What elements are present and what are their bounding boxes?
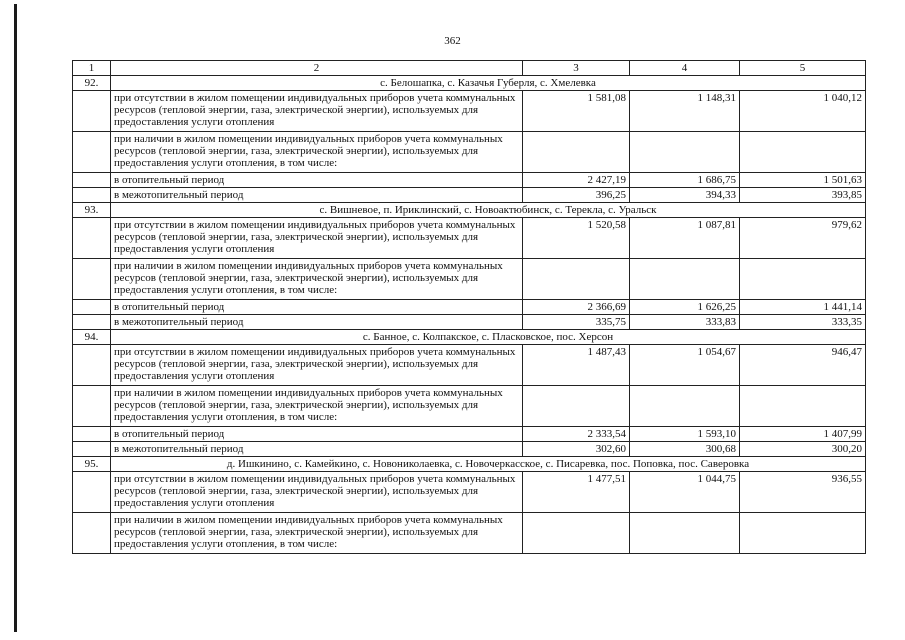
- value-cell-v3: 302,60: [523, 442, 630, 457]
- value-cell-v3: [523, 259, 630, 300]
- value-cell-v3: [523, 386, 630, 427]
- value-cell-v5: [740, 132, 866, 173]
- value-cell-v4: [630, 386, 740, 427]
- table-row: [73, 472, 866, 513]
- row-label: в межотопительный период: [111, 188, 523, 203]
- table-row: [73, 132, 866, 173]
- value-cell-v5: 1 501,63: [740, 173, 866, 188]
- table-row: [73, 427, 866, 442]
- value-cell-v4: 1 686,75: [630, 173, 740, 188]
- value-cell-v4: 1 593,10: [630, 427, 740, 442]
- row-label: при наличии в жилом помещении индивидуальных приборов учета коммунальных ресурсов (тепловой энергии, газа, электрической энергии), используемых для предоставления услуги отопления, в том числе:: [111, 513, 523, 554]
- value-cell-v3: 396,25: [523, 188, 630, 203]
- value-cell-v4: 1 054,67: [630, 345, 740, 386]
- empty-cell: [73, 259, 111, 300]
- value-cell-v4: 1 087,81: [630, 218, 740, 259]
- row-label: в межотопительный период: [111, 315, 523, 330]
- table-row: [73, 300, 866, 315]
- empty-cell: [73, 91, 111, 132]
- row-label: в отопительный период: [111, 173, 523, 188]
- settlement-list: д. Ишкинино, с. Камейкино, с. Новониколаевка, с. Новочеркасское, с. Писаревка, пос. Поповка, пос. Саверовка: [111, 457, 866, 472]
- value-cell-v5: 946,47: [740, 345, 866, 386]
- empty-cell: [73, 218, 111, 259]
- table-row: [73, 386, 866, 427]
- settlement-list: с. Белошапка, с. Казачья Губерля, с. Хмелевка: [111, 76, 866, 91]
- table-row: [73, 259, 866, 300]
- value-cell-v4: 1 626,25: [630, 300, 740, 315]
- value-cell-v3: 2 333,54: [523, 427, 630, 442]
- row-label: при наличии в жилом помещении индивидуальных приборов учета коммунальных ресурсов (тепловой энергии, газа, электрической энергии), используемых для предоставления услуги отопления, в том числе:: [111, 259, 523, 300]
- row-label: при отсутствии в жилом помещении индивидуальных приборов учета коммунальных ресурсов (тепловой энергии, газа, электрической энергии), используемых для предоставления услуги отопления: [111, 472, 523, 513]
- value-cell-v3: 1 581,08: [523, 91, 630, 132]
- value-cell-v5: 300,20: [740, 442, 866, 457]
- empty-cell: [73, 513, 111, 554]
- value-cell-v4: [630, 132, 740, 173]
- value-cell-v4: [630, 259, 740, 300]
- table-row: [73, 91, 866, 132]
- scan-edge-line: [14, 4, 17, 632]
- row-number: 93.: [73, 203, 111, 218]
- section-row: [73, 330, 866, 345]
- value-cell-v3: 1 477,51: [523, 472, 630, 513]
- value-cell-v5: 936,55: [740, 472, 866, 513]
- row-label: при отсутствии в жилом помещении индивидуальных приборов учета коммунальных ресурсов (тепловой энергии, газа, электрической энергии), используемых для предоставления услуги отопления: [111, 345, 523, 386]
- page-number: 362: [444, 35, 461, 47]
- value-cell-v5: 1 407,99: [740, 427, 866, 442]
- empty-cell: [73, 442, 111, 457]
- value-cell-v5: 333,35: [740, 315, 866, 330]
- value-cell-v3: [523, 132, 630, 173]
- empty-cell: [73, 345, 111, 386]
- empty-cell: [73, 300, 111, 315]
- value-cell-v5: 1 040,12: [740, 91, 866, 132]
- column-header: 1: [73, 61, 111, 76]
- value-cell-v4: 300,68: [630, 442, 740, 457]
- row-label: в отопительный период: [111, 300, 523, 315]
- section-row: [73, 76, 866, 91]
- value-cell-v5: 393,85: [740, 188, 866, 203]
- column-header: 3: [523, 61, 630, 76]
- value-cell-v3: 2 427,19: [523, 173, 630, 188]
- table-row: [73, 442, 866, 457]
- settlement-list: с. Вишневое, п. Ириклинский, с. Новоактюбинск, с. Терекла, с. Уральск: [111, 203, 866, 218]
- empty-cell: [73, 386, 111, 427]
- value-cell-v5: [740, 386, 866, 427]
- table-row: [73, 345, 866, 386]
- row-label: в отопительный период: [111, 427, 523, 442]
- row-label: при отсутствии в жилом помещении индивидуальных приборов учета коммунальных ресурсов (тепловой энергии, газа, электрической энергии), используемых для предоставления услуги отопления: [111, 218, 523, 259]
- settlement-list: с. Банное, с. Колпакское, с. Пласковское, пос. Херсон: [111, 330, 866, 345]
- value-cell-v3: [523, 513, 630, 554]
- empty-cell: [73, 472, 111, 513]
- table-row: [73, 218, 866, 259]
- empty-cell: [73, 132, 111, 173]
- column-header: 5: [740, 61, 866, 76]
- empty-cell: [73, 427, 111, 442]
- value-cell-v3: 1 487,43: [523, 345, 630, 386]
- row-label: при отсутствии в жилом помещении индивидуальных приборов учета коммунальных ресурсов (тепловой энергии, газа, электрической энергии), используемых для предоставления услуги отопления: [111, 91, 523, 132]
- row-label: при наличии в жилом помещении индивидуальных приборов учета коммунальных ресурсов (тепловой энергии, газа, электрической энергии), используемых для предоставления услуги отопления, в том числе:: [111, 386, 523, 427]
- row-label: при наличии в жилом помещении индивидуальных приборов учета коммунальных ресурсов (тепловой энергии, газа, электрической энергии), используемых для предоставления услуги отопления, в том числе:: [111, 132, 523, 173]
- value-cell-v5: 979,62: [740, 218, 866, 259]
- empty-cell: [73, 315, 111, 330]
- table-row: [73, 315, 866, 330]
- value-cell-v3: 335,75: [523, 315, 630, 330]
- column-header: 4: [630, 61, 740, 76]
- row-number: 94.: [73, 330, 111, 345]
- section-row: [73, 203, 866, 218]
- table-row: [73, 513, 866, 554]
- section-row: [73, 457, 866, 472]
- value-cell-v4: 333,83: [630, 315, 740, 330]
- value-cell-v5: 1 441,14: [740, 300, 866, 315]
- empty-cell: [73, 188, 111, 203]
- value-cell-v3: 1 520,58: [523, 218, 630, 259]
- value-cell-v4: 1 044,75: [630, 472, 740, 513]
- value-cell-v3: 2 366,69: [523, 300, 630, 315]
- table-row: [73, 188, 866, 203]
- row-number: 95.: [73, 457, 111, 472]
- empty-cell: [73, 173, 111, 188]
- header-row: [73, 61, 866, 76]
- value-cell-v4: 1 148,31: [630, 91, 740, 132]
- table-row: [73, 173, 866, 188]
- value-cell-v4: 394,33: [630, 188, 740, 203]
- row-number: 92.: [73, 76, 111, 91]
- value-cell-v4: [630, 513, 740, 554]
- column-header: 2: [111, 61, 523, 76]
- value-cell-v5: [740, 513, 866, 554]
- tariff-table: [72, 60, 866, 554]
- row-label: в межотопительный период: [111, 442, 523, 457]
- value-cell-v5: [740, 259, 866, 300]
